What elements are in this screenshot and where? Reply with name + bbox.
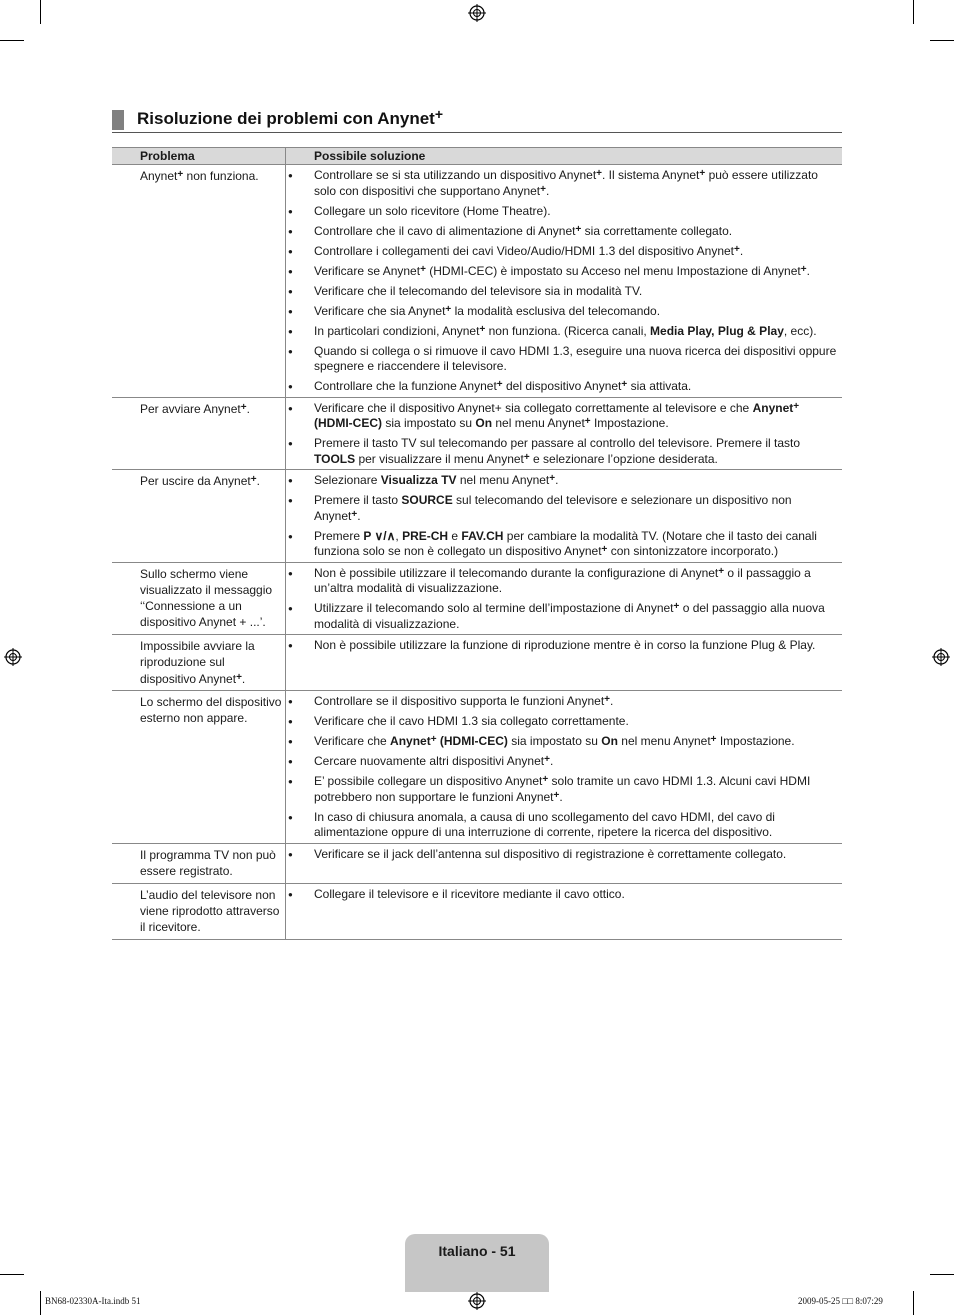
solution-item: ● Premere il tasto TV sul telecomando per passare al controllo del televisore. Premere il tasto TOOLS per visualizzare il menu Anynet+ e selezionare l’opzione desiderata.: [288, 436, 801, 466]
bullet-icon: ●: [288, 306, 293, 316]
crop-mark: [0, 1274, 24, 1275]
problem-cell: Per avviare Anynet+.: [140, 401, 250, 416]
bullet-icon: ●: [288, 568, 293, 578]
bullet-icon: ●: [288, 403, 293, 413]
registration-mark-icon: [3, 647, 23, 667]
solution-list: [288, 470, 838, 562]
table-header: [112, 147, 842, 165]
bullet-icon: ●: [288, 737, 293, 746]
solution-item: ● Quando si collega o si rimuove il cavo HDMI 1.3, eseguire una nuova ricerca dei dispositivi oppure spegnere e riaccendere il televisore.: [288, 343, 837, 373]
solution-item: ● Verificare che il dispositivo Anynet+ sia collegato correttamente al televisore e che Anynet+ (HDMI-CEC) sia impostato su On nel menu Anynet+ Impostazione.: [288, 400, 800, 430]
bullet-icon: ●: [288, 346, 293, 356]
solution-list: [288, 635, 838, 656]
bullet-icon: ●: [288, 531, 293, 541]
solution-item: ● Controllare che la funzione Anynet+ del dispositivo Anynet+ sia attivata.: [288, 379, 692, 393]
bullet-icon: ●: [288, 717, 293, 726]
solution-item: ● Verificare che il cavo HDMI 1.3 sia collegato correttamente.: [288, 714, 629, 728]
bullet-icon: ●: [288, 226, 293, 236]
solution-list: [288, 691, 838, 843]
crop-mark: [40, 1291, 41, 1315]
bullet-icon: ●: [288, 812, 293, 822]
solution-item: ● Utilizzare il telecomando solo al termine dell’impostazione di Anynet+ o del passaggio alla nuova modalità di visualizzazione.: [288, 601, 825, 631]
solution-item: ● Non è possibile utilizzare la funzione di riproduzione mentre è in corso la funzione Plug & Play.: [288, 638, 816, 652]
solution-item: ● Premere P ∨/∧, PRE-CH e FAV.CH per cambiare la modalità TV. (Notare che il tasto dei canali funziona solo se non è collegato un dispositivo Anynet+ con sintonizzatore incorporato.): [288, 528, 817, 558]
solution-item: ● E’ possibile collegare un dispositivo Anynet+ solo tramite un cavo HDMI 1.3. Alcuni cavi HDMI potrebbero non supportare le funzioni Anynet+.: [288, 774, 811, 804]
solution-list: [288, 844, 838, 865]
solution-item: ● Cercare nuovamente altri dispositivi Anynet+.: [288, 754, 554, 768]
solution-list: [288, 884, 838, 905]
bullet-icon: ●: [288, 326, 293, 336]
bullet-icon: ●: [288, 266, 293, 276]
crop-mark: [0, 40, 24, 41]
bullet-icon: ●: [288, 641, 293, 650]
column-header-solution: Possibile soluzione: [314, 149, 426, 163]
problem-cell: L’audio del televisore non viene riprodotto attraverso il ricevitore.: [140, 887, 280, 935]
table-row: [112, 884, 842, 940]
section-header: [112, 108, 842, 133]
registration-mark-icon: [931, 647, 951, 667]
bullet-icon: ●: [288, 206, 293, 216]
table-row: [112, 635, 842, 691]
bullet-icon: ●: [288, 604, 293, 613]
table-row: [112, 844, 842, 884]
solution-item: ● Controllare che il cavo di alimentazione di Anynet+ sia correttamente collegato.: [288, 223, 733, 238]
table-body: [112, 165, 842, 940]
bullet-icon: ●: [288, 496, 293, 505]
solution-item: ● Verificare che Anynet+ (HDMI-CEC) sia impostato su On nel menu Anynet+ Impostazione.: [288, 734, 795, 748]
bullet-icon: ●: [288, 777, 293, 786]
problem-cell: Per uscire da Anynet+.: [140, 474, 260, 488]
solution-item: ● Verificare se il jack dell’antenna sul dispositivo di registrazione è correttamente collegato.: [288, 846, 787, 861]
bullet-icon: ●: [288, 286, 293, 296]
registration-mark-icon: [467, 1291, 487, 1311]
table-row: [112, 470, 842, 563]
solution-list: [288, 398, 838, 470]
bullet-icon: ●: [288, 697, 293, 706]
solution-item: ● Collegare il televisore e il ricevitore mediante il cavo ottico.: [288, 886, 625, 901]
problem-cell: Anynet+ non funziona.: [140, 169, 259, 183]
problem-cell: Lo schermo del dispositivo esterno non appare.: [140, 695, 282, 726]
solution-item: ● Verificare se Anynet+ (HDMI-CEC) è impostato su Acceso nel menu Impostazione di Anynet+.: [288, 263, 810, 278]
section-title: Risoluzione dei problemi con Anynet+: [137, 106, 444, 128]
page-number: Italiano - 51: [438, 1243, 516, 1259]
crop-mark: [930, 40, 954, 41]
crop-mark: [913, 1291, 914, 1315]
crop-mark: [930, 1274, 954, 1275]
bullet-icon: ●: [288, 439, 293, 448]
solution-item: ● Controllare i collegamenti dei cavi Video/Audio/HDMI 1.3 del dispositivo Anynet+.: [288, 243, 744, 258]
section-marker: [112, 110, 124, 130]
bullet-icon: ●: [288, 382, 293, 391]
registration-mark-icon: [467, 3, 487, 23]
crop-mark: [913, 0, 914, 24]
table-row: [112, 691, 842, 844]
bullet-icon: ●: [288, 171, 293, 180]
solution-item: ● Verificare che sia Anynet+ la modalità esclusiva del telecomando.: [288, 303, 661, 318]
column-header-problem: Problema: [140, 149, 195, 163]
solution-item: ● Controllare se si sta utilizzando un dispositivo Anynet+. Il sistema Anynet+ può essere utilizzato solo con dispositivi che supportano Anynet+.: [288, 168, 818, 198]
problem-cell: Impossibile avviare la riproduzione sul dispositivo Anynet+.: [140, 639, 255, 686]
solution-item: ● In particolari condizioni, Anynet+ non funziona. (Ricerca canali, Media Play, Plug & Play, ecc).: [288, 323, 817, 338]
table-row: [112, 165, 842, 398]
crop-mark: [40, 0, 41, 24]
bullet-icon: ●: [288, 246, 293, 256]
problem-cell: Il programma TV non può essere registrato.: [140, 847, 276, 878]
solution-item: ● Non è possibile utilizzare il telecomando durante la configurazione di Anynet+ o il passaggio a un’altra modalità di visualizzazione.: [288, 565, 811, 595]
page-number-tab: [405, 1234, 549, 1292]
solution-list: [288, 165, 838, 397]
table-row: [112, 398, 842, 471]
bullet-icon: ●: [288, 757, 293, 766]
problem-cell: Sullo schermo viene visualizzato il messaggio ‘‘Connessione a un dispositivo Anynet + ...’.: [140, 566, 273, 630]
troubleshooting-table: [112, 147, 842, 940]
bullet-icon: ●: [288, 476, 293, 485]
print-slug-date: 2009-05-25 □□ 8:07:29: [798, 1296, 883, 1306]
solution-item: ● Collegare un solo ricevitore (Home Theatre).: [288, 203, 551, 218]
solution-item: ● In caso di chiusura anomala, a causa di uno scollegamento del cavo HDMI, del cavo di alimentazione oppure di una interruzione di corrente, ripetere la ricerca del dispositivo.: [288, 809, 775, 839]
solution-item: ● Selezionare Visualizza TV nel menu Anynet+.: [288, 473, 559, 487]
bullet-icon: ●: [288, 889, 293, 899]
print-slug-file: BN68-02330A-Ita.indb 51: [45, 1296, 141, 1306]
solution-item: ● Premere il tasto SOURCE sul telecomando del televisore e selezionare un dispositivo non Anynet+.: [288, 493, 792, 523]
solution-item: ● Controllare se il dispositivo supporta le funzioni Anynet+.: [288, 694, 614, 708]
solution-item: ● Verificare che il telecomando del televisore sia in modalità TV.: [288, 283, 643, 298]
table-row: [112, 563, 842, 636]
solution-list: [288, 563, 838, 635]
bullet-icon: ●: [288, 849, 293, 859]
